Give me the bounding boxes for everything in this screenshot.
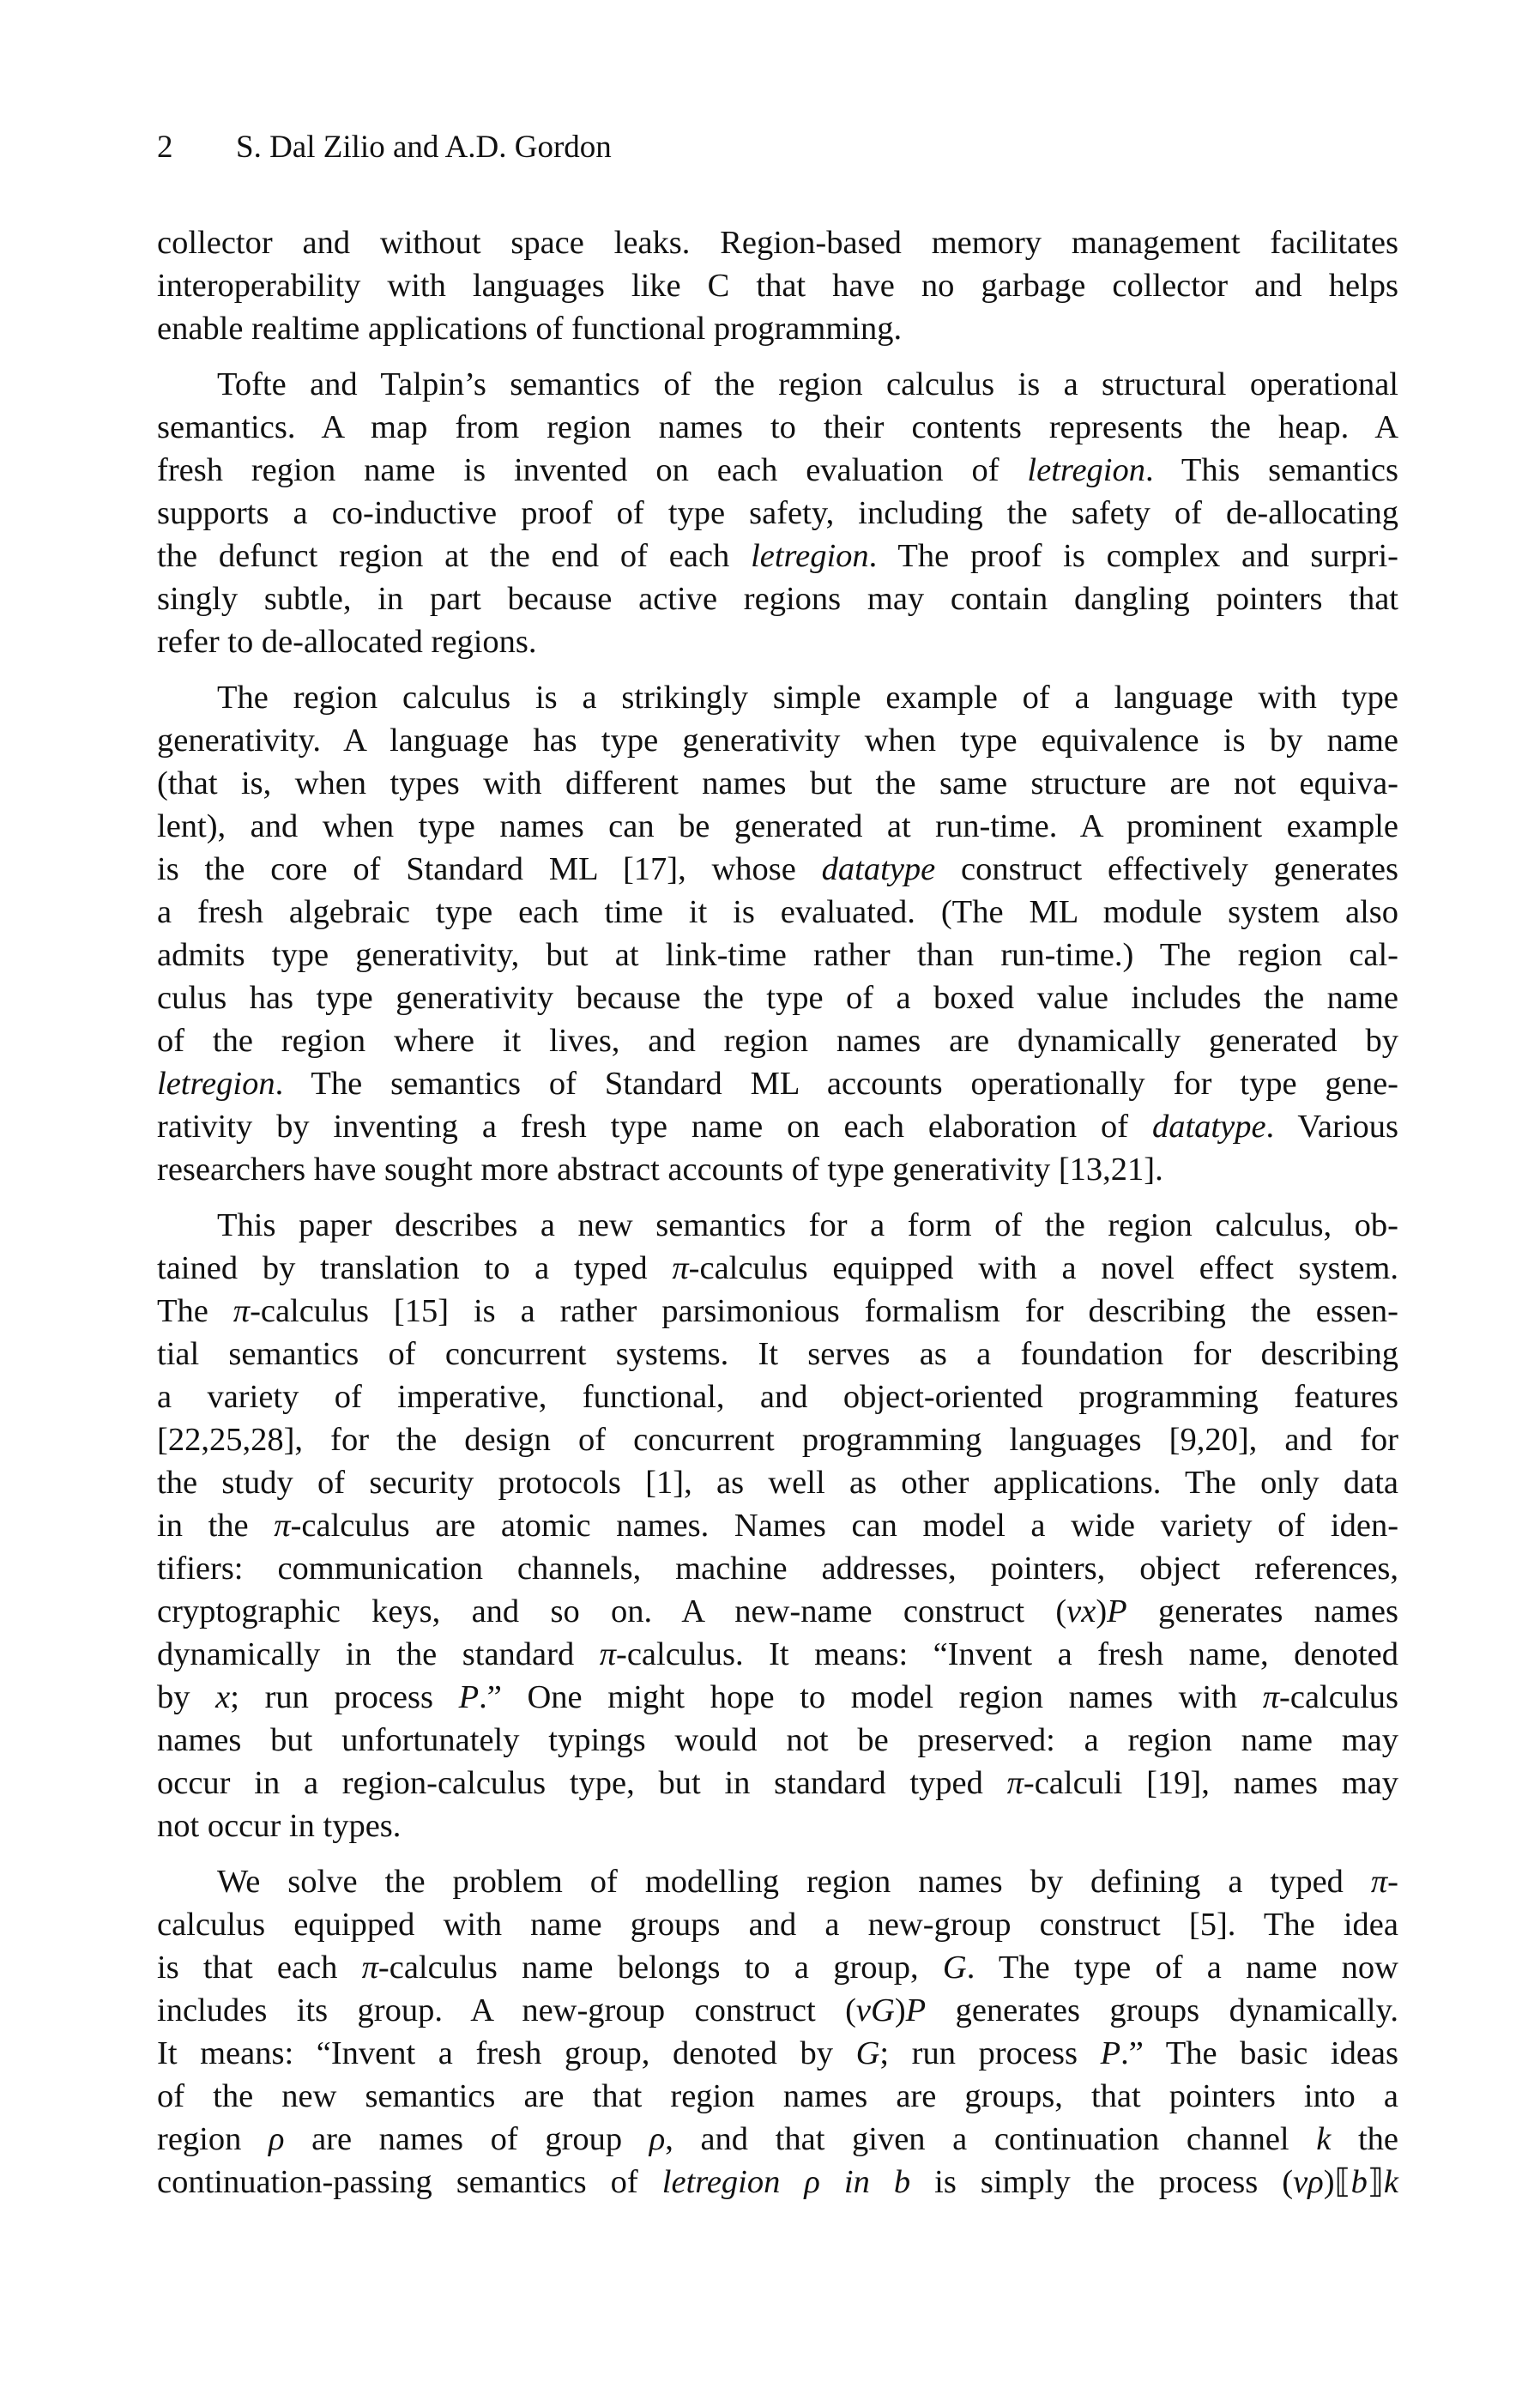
text-line <box>157 1290 1398 1333</box>
text-line <box>157 1547 1398 1590</box>
text-run: - <box>1387 1864 1398 1900</box>
text-run: . This semantics <box>1145 452 1398 488</box>
text-line <box>157 1989 1398 2032</box>
text-line <box>157 848 1398 891</box>
italic-term: datatype <box>1151 1109 1266 1145</box>
math-symbol: νx <box>1066 1593 1096 1629</box>
text-line <box>157 2075 1398 2118</box>
text-line <box>157 1204 1398 1247</box>
text-line <box>157 221 1398 264</box>
text-run: -calculus name belongs to a group, <box>377 1950 943 1986</box>
text-line <box>157 676 1398 719</box>
page-number: 2 <box>157 130 173 165</box>
text-run: tifiers: communication channels, machine addresses, pointers, object references, <box>157 1551 1398 1587</box>
text-run: generates groups dynamically. <box>926 1992 1398 2028</box>
text-line <box>157 1860 1398 1903</box>
text-run: We solve the problem of modelling region names by defining a typed <box>217 1864 1371 1900</box>
text-run: . The proof is complex and surpri- <box>868 538 1398 574</box>
math-symbol: G <box>942 1950 967 1986</box>
text-run: researchers have sought more abstract accounts of type generativity [13,21]. <box>157 1152 1163 1188</box>
text-run: semantics. A map from region names to their contents represents the heap. A <box>157 409 1398 445</box>
text-run: . The type of a name now <box>966 1950 1398 1986</box>
text-line <box>157 449 1398 492</box>
text-line <box>157 1105 1398 1148</box>
italic-term: letregion <box>157 1066 275 1102</box>
math-symbol: P <box>1107 1593 1127 1629</box>
text-run: is the core of Standard ML [17], whose <box>157 851 822 887</box>
text-run: generativity. A language has type generativity when type equivalence is by name <box>157 722 1398 759</box>
text-line <box>157 577 1398 620</box>
math-symbol: νG <box>855 1992 895 2028</box>
text-run: a variety of imperative, functional, and object-oriented programming features <box>157 1379 1398 1415</box>
text-line <box>157 1903 1398 1946</box>
paragraph <box>157 1860 1398 2204</box>
math-symbol: π <box>274 1508 291 1544</box>
text-run: It means: “Invent a fresh group, denoted by <box>157 2035 856 2071</box>
text-run: by <box>157 1679 216 1715</box>
text-line <box>157 891 1398 934</box>
text-line <box>157 406 1398 449</box>
text-line <box>157 934 1398 976</box>
text-run: ) <box>894 1992 906 2028</box>
text-line <box>157 1418 1398 1461</box>
text-run: not occur in types. <box>157 1808 402 1844</box>
text-run: refer to de-allocated regions. <box>157 624 537 660</box>
text-run: The <box>157 1293 233 1329</box>
math-symbol: π <box>672 1250 689 1286</box>
text-line <box>157 1375 1398 1418</box>
text-run: admits type generativity, but at link-time rather than run-time.) The region cal- <box>157 937 1398 973</box>
text-run: . The semantics of Standard ML accounts operationally for type gene- <box>275 1066 1398 1102</box>
text-line <box>157 1333 1398 1375</box>
text-run: fresh region name is invented on each evaluation of <box>157 452 1028 488</box>
text-run: )⟦ <box>1323 2164 1351 2200</box>
text-run: is that each <box>157 1950 362 1986</box>
text-run: rativity by inventing a fresh type name on each elaboration of <box>157 1109 1152 1145</box>
text-run: occur in a region-calculus type, but in standard typed <box>157 1765 1007 1801</box>
text-run: singly subtle, in part because active regions may contain dangling pointers that <box>157 581 1398 617</box>
text-line <box>157 1148 1398 1191</box>
text-run: -calculus are atomic names. Names can model a wide variety of iden- <box>290 1508 1399 1544</box>
text-run: Tofte and Talpin’s semantics of the region calculus is a structural operational <box>217 366 1398 402</box>
text-run: This paper describes a new semantics for a form of the region calculus, ob- <box>217 1207 1398 1243</box>
text-run: collector and without space leaks. Region-based memory management facilitates <box>157 225 1398 261</box>
math-symbol: x <box>215 1679 231 1715</box>
text-run: [22,25,28], for the design of concurrent programming languages [9,20], and for <box>157 1422 1398 1458</box>
text-run: -calculi [19], names may <box>1023 1765 1398 1801</box>
text-run: construct effectively generates <box>935 851 1398 887</box>
text-run: culus has type generativity because the type of a boxed value includes the name <box>157 980 1398 1016</box>
text-run: a fresh algebraic type each time it is evaluated. (The ML module system also <box>157 894 1398 930</box>
italic-term: letregion ρ in b <box>661 2164 911 2200</box>
text-run: of the new semantics are that region names are groups, that pointers into a <box>157 2078 1398 2114</box>
text-run: region <box>157 2121 269 2157</box>
text-run: is simply the process ( <box>910 2164 1294 2200</box>
text-run: tial semantics of concurrent systems. It serves as a foundation for describing <box>157 1336 1398 1372</box>
text-run: ; run process <box>879 2035 1101 2071</box>
text-line <box>157 1946 1398 1989</box>
math-symbol: P <box>458 1679 480 1715</box>
text-run: the <box>1331 2121 1398 2157</box>
paragraph <box>157 363 1398 663</box>
text-line <box>157 762 1398 805</box>
text-run: dynamically in the standard <box>157 1636 600 1672</box>
running-head <box>157 130 1398 165</box>
text-line <box>157 1676 1398 1719</box>
text-run: ; run process <box>230 1679 459 1715</box>
text-run: are names of group <box>284 2121 649 2157</box>
text-run: generates names <box>1126 1593 1398 1629</box>
text-run: . Various <box>1265 1109 1398 1145</box>
text-line <box>157 1762 1398 1805</box>
text-run: ) <box>1096 1593 1108 1629</box>
math-symbol: ρ <box>268 2121 285 2157</box>
text-run: includes its group. A new-group construct ( <box>157 1992 856 2028</box>
text-line <box>157 1633 1398 1676</box>
text-line <box>157 1590 1398 1633</box>
italic-term: letregion <box>751 538 869 574</box>
paragraph <box>157 221 1398 350</box>
text-run: lent), and when type names can be generated at run-time. A prominent example <box>157 808 1398 844</box>
text-line <box>157 805 1398 848</box>
text-run: the study of security protocols [1], as well as other applications. The only data <box>157 1465 1398 1501</box>
text-run: interoperability with languages like C that have no garbage collector and helps <box>157 268 1398 304</box>
text-run: of the region where it lives, and region names are dynamically generated by <box>157 1023 1398 1059</box>
text-line <box>157 363 1398 406</box>
math-symbol: ρ <box>649 2121 666 2157</box>
text-line <box>157 2161 1398 2204</box>
text-run: names but unfortunately typings would not be preserved: a region name may <box>157 1722 1398 1758</box>
math-symbol: P <box>1100 2035 1121 2071</box>
math-symbol: π <box>233 1293 251 1329</box>
text-run: -calculus <box>1279 1679 1399 1715</box>
text-line <box>157 1504 1398 1547</box>
math-symbol: π <box>1006 1765 1024 1801</box>
text-run: ⟧ <box>1367 2164 1384 2200</box>
math-symbol: P <box>905 1992 927 2028</box>
math-symbol: k <box>1383 2164 1398 2200</box>
text-line <box>157 1805 1398 1847</box>
text-run: , and that given a continuation channel <box>665 2121 1317 2157</box>
text-run: The region calculus is a strikingly simple example of a language with type <box>217 680 1398 716</box>
text-run: tained by translation to a typed <box>157 1250 673 1286</box>
text-run: .” The basic ideas <box>1120 2035 1398 2071</box>
math-symbol: π <box>1262 1679 1280 1715</box>
italic-term: datatype <box>821 851 936 887</box>
italic-term: letregion <box>1027 452 1145 488</box>
text-run: .” One might hope to model region names with <box>479 1679 1263 1715</box>
text-line <box>157 620 1398 663</box>
text-line <box>157 976 1398 1019</box>
text-line <box>157 492 1398 535</box>
text-line <box>157 1019 1398 1062</box>
paragraph <box>157 676 1398 1191</box>
text-line <box>157 1461 1398 1504</box>
math-symbol: π <box>1370 1864 1388 1900</box>
text-run: in the <box>157 1508 275 1544</box>
text-run: -calculus. It means: “Invent a fresh name, denoted <box>616 1636 1398 1672</box>
text-run: -calculus [15] is a rather parsimonious formalism for describing the essen- <box>250 1293 1398 1329</box>
text-line <box>157 2032 1398 2075</box>
text-line <box>157 1247 1398 1290</box>
text-line <box>157 264 1398 307</box>
text-run: supports a co-inductive proof of type safety, including the safety of de-allocating <box>157 495 1398 531</box>
math-symbol: νρ <box>1293 2164 1324 2200</box>
text-line <box>157 719 1398 762</box>
text-line <box>157 2118 1398 2161</box>
math-symbol: G <box>855 2035 880 2071</box>
text-run: continuation-passing semantics of <box>157 2164 662 2200</box>
body-text <box>157 221 1398 2216</box>
paragraph <box>157 1204 1398 1847</box>
math-symbol: b <box>1350 2164 1368 2200</box>
text-run: calculus equipped with name groups and a new-group construct [5]. The idea <box>157 1907 1398 1943</box>
text-run: cryptographic keys, and so on. A new-name construct ( <box>157 1593 1067 1629</box>
text-line <box>157 307 1398 350</box>
text-line <box>157 1719 1398 1762</box>
text-run: the defunct region at the end of each <box>157 538 752 574</box>
math-symbol: k <box>1316 2121 1332 2157</box>
text-line <box>157 1062 1398 1105</box>
text-run: (that is, when types with different names but the same structure are not equiva- <box>157 765 1398 801</box>
math-symbol: π <box>361 1950 378 1986</box>
text-run: enable realtime applications of functional programming. <box>157 311 903 347</box>
math-symbol: π <box>599 1636 616 1672</box>
text-line <box>157 535 1398 577</box>
running-head-authors: S. Dal Zilio and A.D. Gordon <box>236 130 612 165</box>
text-run: -calculus equipped with a novel effect system. <box>688 1250 1398 1286</box>
